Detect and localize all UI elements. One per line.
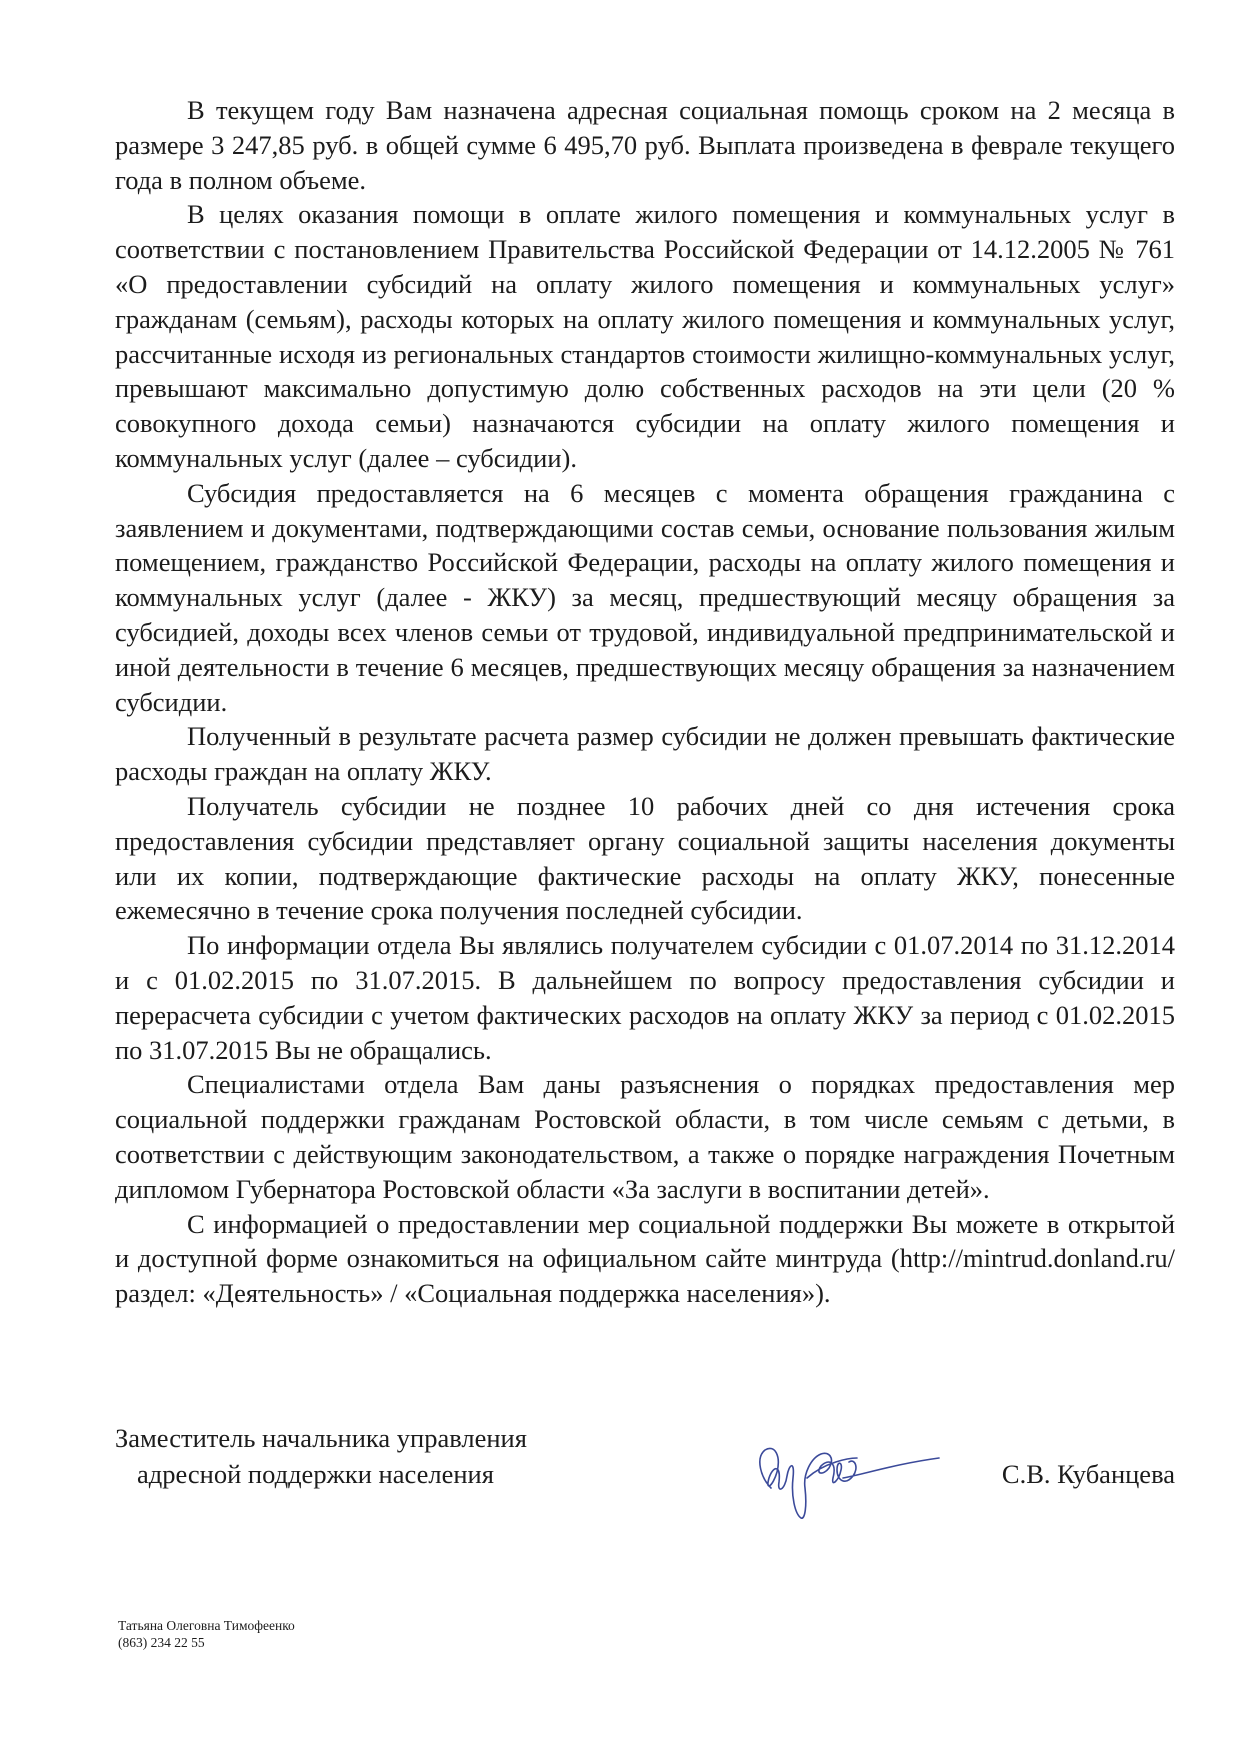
letter-body	[115, 93, 1175, 1311]
signatory-position-line2: адресной поддержки населения	[137, 1459, 494, 1489]
handwritten-signature-image	[725, 1418, 955, 1528]
signatory-position-line1: Заместитель начальника управления	[115, 1423, 527, 1453]
paragraph-department-info: По информации отдела Вы являлись получателем субсидии с 01.07.2014 по 31.12.2014 и с 01.02.2015 по 31.07.2015. В дальнейшем по вопросу предоставления субсидии и перерасчета субсидии с учетом фактических расходов на оплату ЖКУ за период с 01.02.2015 по 31.07.2015 Вы не обращались.	[115, 930, 1175, 1065]
paragraph-subsidy-term: Субсидия предоставляется на 6 месяцев с момента обращения гражданина с заявлением и документами, подтверждающими состав семьи, основание пользования жилым помещением, гражданство Российской Федерации, расходы на оплату жилого помещения и коммунальных услуг (далее - ЖКУ) за месяц, предшествующий месяцу обращения за субсидией, доходы всех членов семьи от трудовой, индивидуальной предпринимательской и иной деятельности в течение 6 месяцев, предшествующих месяцу обращения за назначением субсидии.	[115, 477, 1175, 717]
signatory-position	[115, 1420, 527, 1492]
paragraph-targeted-assistance: В текущем году Вам назначена адресная социальная помощь сроком на 2 месяца в размере 3 247,85 руб. в общей сумме 6 495,70 руб. Выплата произведена в феврале текущего года в полном объеме.	[115, 95, 1175, 195]
signature-block	[115, 1420, 1175, 1510]
executor-name: Татьяна Олеговна Тимофеенко	[118, 1618, 295, 1633]
paragraph-subsidy-basis: В целях оказания помощи в оплате жилого помещения и коммунальных услуг в соответствии с постановлением Правительства Российской Федерации от 14.12.2005 № 761 «О предоставлении субсидий на оплату жилого помещения и коммунальных услуг» гражданам (семьям), расходы которых на оплату жилого помещения и коммунальных услуг, рассчитанные исходя из региональных стандартов стоимости жилищно-коммунальных услуг, превышают максимально допустимую долю собственных расходов на эти цели (20 % совокупного дохода семьи) назначаются субсидии на оплату жилого помещения и коммунальных услуг (далее – субсидии).	[115, 199, 1175, 473]
signatory-name: С.В. Кубанцева	[1001, 1459, 1175, 1489]
executor-info	[118, 1617, 295, 1651]
signature-strokes	[760, 1448, 939, 1518]
paragraph-website-info: С информацией о предоставлении мер социальной поддержки Вы можете в открытой и доступной форме ознакомиться на официальном сайте минтруда (http://mintrud.donland.ru/ раздел: «Деятельность» / «Социальная поддержка населения»).	[115, 1208, 1175, 1309]
paragraph-explanations: Специалистами отдела Вам даны разъяснения о порядках предоставления мер социальной поддержки гражданам Ростовской области, в том числе семьям с детьми, в соответствии с действующим законодательством, а также о порядке награждения Почетным дипломом Губернатора Ростовской области «За заслуги в воспитании детей».	[115, 1069, 1175, 1204]
paragraph-recipient-documents: Получатель субсидии не позднее 10 рабочих дней со дня истечения срока предоставления субсидии представляет органу социальной защиты населения документы или их копии, подтверждающие фактические расходы на оплату ЖКУ, понесенные ежемесячно в течение срока получения последней субсидии.	[115, 790, 1175, 926]
executor-phone: (863) 234 22 55	[118, 1635, 205, 1650]
paragraph-subsidy-limit: Полученный в результате расчета размер субсидии не должен превышать фактические расходы граждан на оплату ЖКУ.	[115, 721, 1175, 787]
